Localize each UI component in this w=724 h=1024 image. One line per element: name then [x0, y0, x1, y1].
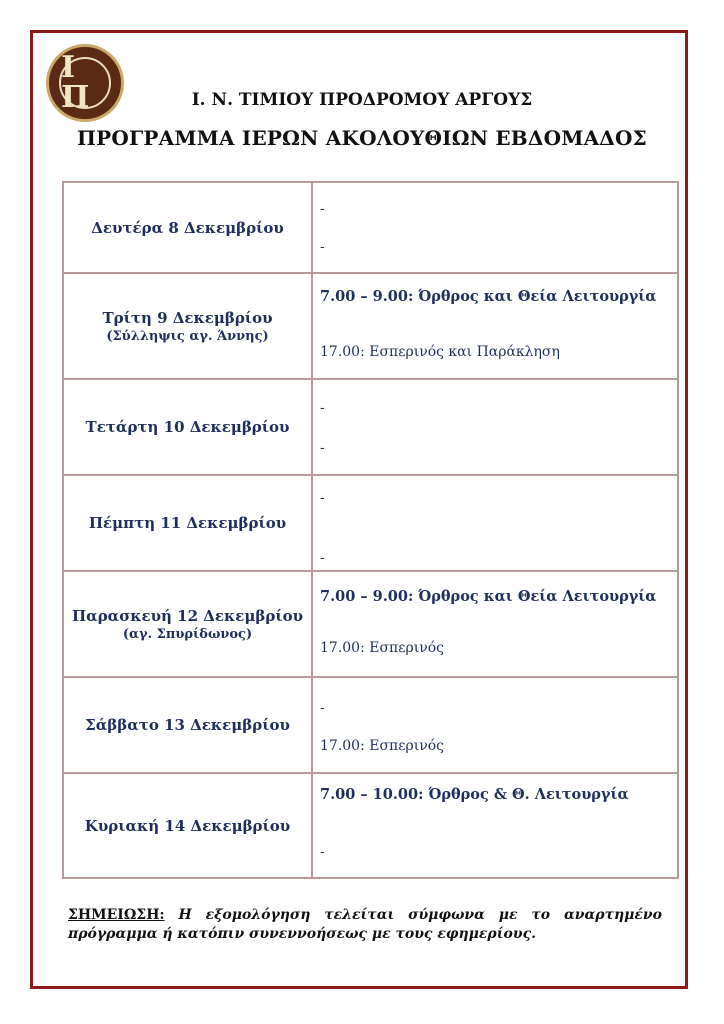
service-line-2: 17.00: Εσπερινός: [320, 640, 444, 656]
day-label: Δευτέρα 8 Δεκεμβρίου: [91, 218, 284, 237]
day-cell: [63, 773, 312, 878]
service-line-2: -: [320, 550, 325, 566]
schedule-row: [63, 379, 678, 475]
feast-label: (αγ. Σπυρίδωνος): [122, 626, 253, 642]
services-cell: [312, 182, 678, 273]
note: [68, 906, 662, 944]
day-label: Παρασκευή 12 Δεκεμβρίου: [72, 606, 303, 625]
service-line-1: -: [320, 490, 325, 506]
services-cell: [312, 475, 678, 571]
church-name: Ι. Ν. ΤΙΜΙΟΥ ΠΡΟΔΡΟΜΟΥ ΑΡΓΟΥΣ: [191, 90, 533, 110]
service-line-1: 7.00 – 9.00: Όρθρος και Θεία Λειτουργία: [320, 588, 657, 605]
day-cell: [63, 475, 312, 571]
day-cell: [63, 379, 312, 475]
schedule-row: [63, 475, 678, 571]
program-title: ΠΡΟΓΡΑΜΜΑ ΙΕΡΩΝ ΑΚΟΛΟΥΘΙΩΝ ΕΒΔΟΜΑΔΟΣ: [77, 126, 647, 150]
services-cell: [312, 379, 678, 475]
service-line-1: -: [320, 201, 325, 217]
day-cell: [63, 571, 312, 677]
services-cell: [312, 677, 678, 773]
services-cell: [312, 773, 678, 878]
day-label: Τρίτη 9 Δεκεμβρίου: [102, 308, 273, 327]
service-line-2: -: [320, 844, 325, 860]
service-line-2: -: [320, 239, 325, 255]
schedule-row: [63, 273, 678, 379]
day-label: Σάββατο 13 Δεκεμβρίου: [85, 716, 290, 734]
service-line-1: 7.00 – 10.00: Όρθρος & Θ. Λειτουργία: [320, 786, 629, 803]
day-label: Κυριακή 14 Δεκεμβρίου: [84, 816, 291, 835]
services-cell: [312, 273, 678, 379]
feast-label: (Σύλληψις αγ. Άννης): [106, 328, 269, 344]
schedule-row: [63, 677, 678, 773]
note-text: Η εξομολόγηση τελείται σύμφωνα με το αναρτημένο πρόγραμμα ή κατόπιν συνεννοήσεως με τους εφημερίους.: [68, 907, 662, 942]
logo-monogram: Ι Π: [61, 50, 90, 115]
schedule-row: [63, 571, 678, 677]
schedule-table: [62, 181, 679, 879]
church-logo: [46, 44, 124, 122]
service-line-1: -: [320, 400, 325, 416]
service-line-2: 17.00: Εσπερινός και Παράκληση: [320, 344, 560, 360]
day-cell: [63, 182, 312, 273]
service-line-1: -: [320, 700, 325, 716]
services-cell: [312, 571, 678, 677]
day-label: Τετάρτη 10 Δεκεμβρίου: [85, 418, 290, 436]
day-cell: [63, 273, 312, 379]
schedule-row: [63, 773, 678, 878]
service-line-1: 7.00 – 9.00: Όρθρος και Θεία Λειτουργία: [320, 288, 657, 305]
service-line-2: 17.00: Εσπερινός: [320, 738, 444, 754]
day-cell: [63, 677, 312, 773]
note-label: ΣΗΜΕΙΩΣΗ:: [68, 907, 165, 923]
day-label: Πέμπτη 11 Δεκεμβρίου: [88, 514, 287, 532]
schedule-row: [63, 182, 678, 273]
service-line-2: -: [320, 440, 325, 456]
